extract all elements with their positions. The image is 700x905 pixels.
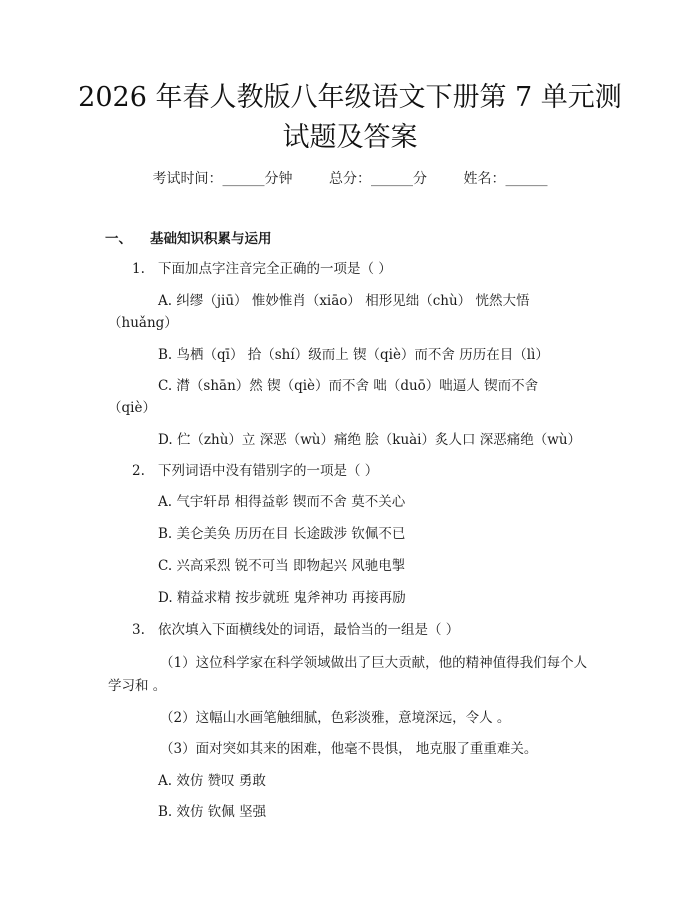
question-number: 2. (132, 463, 145, 479)
section-number: 一、 (105, 231, 132, 247)
q2-option-b: B. 美仑美奂 历历在目 长途跋涉 钦佩不已 (158, 526, 406, 542)
title-line-2: 试题及答案 (282, 122, 418, 153)
question-2 (132, 461, 378, 481)
question-stem: 依次填入下面横线处的词语，最恰当的一组是（ ） (158, 622, 460, 638)
question-3 (132, 620, 459, 640)
q2-option-c: C. 兴高采烈 锐不可当 即物起兴 风驰电掣 (158, 558, 406, 574)
q3-sentence-2: （2）这幅山水画笔触细腻，色彩淡雅，意境深远，令人 。 (160, 710, 511, 726)
q1-option-b: B. 鸟栖（qī） 拾（shí）级而上 锲（qiè）而不舍 历历在目（lì） (158, 347, 549, 363)
total-score: 总分：______分 (329, 171, 427, 187)
q1-option-c-continued: （qiè） (108, 400, 156, 416)
section-heading (105, 229, 272, 249)
q3-option-b: B. 效仿 钦佩 坚强 (158, 804, 267, 820)
exam-info (0, 168, 700, 188)
q1-option-a: A. 纠缪（jiū） 惟妙惟肖（xiāo） 相形见绌（chù） 恍然大悟 (158, 293, 530, 309)
q3-option-a: A. 效仿 赞叹 勇敢 (158, 773, 266, 789)
question-number: 3. (132, 622, 145, 638)
q3-sentence-1: （1）这位科学家在科学领域做出了巨大贡献，他的精神值得我们每个人 (160, 655, 588, 671)
q3-sentence-1-continued: 学习和 。 (108, 678, 167, 694)
question-1 (132, 259, 392, 279)
q1-option-a-continued: （huǎng） (108, 315, 178, 331)
q2-option-a: A. 气宇轩昂 相得益彰 锲而不舍 莫不关心 (158, 494, 406, 510)
question-stem: 下面加点字注音完全正确的一项是（ ） (158, 261, 392, 277)
section-title: 基础知识积累与运用 (150, 231, 272, 247)
exam-time: 考试时间：______分钟 (152, 171, 293, 187)
q2-option-d: D. 精益求精 按步就班 鬼斧神功 再接再励 (158, 590, 406, 606)
student-name: 姓名：______ (463, 171, 548, 187)
question-stem: 下列词语中没有错别字的一项是（ ） (158, 463, 379, 479)
q3-sentence-3: （3）面对突如其来的困难，他毫不畏惧， 地克服了重重难关。 (160, 741, 538, 757)
document-title (60, 78, 640, 158)
q1-option-c: C. 潸（shān）然 锲（qiè）而不舍 咄（duō）咄逼人 锲而不舍 (158, 378, 539, 394)
q1-option-d: D. 伫（zhù）立 深恶（wù）痛绝 脍（kuài）炙人口 深恶痛绝（wù） (158, 432, 582, 448)
question-number: 1. (132, 261, 145, 277)
title-line-1: 2026 年春人教版八年级语文下册第 7 单元测 (78, 82, 622, 113)
